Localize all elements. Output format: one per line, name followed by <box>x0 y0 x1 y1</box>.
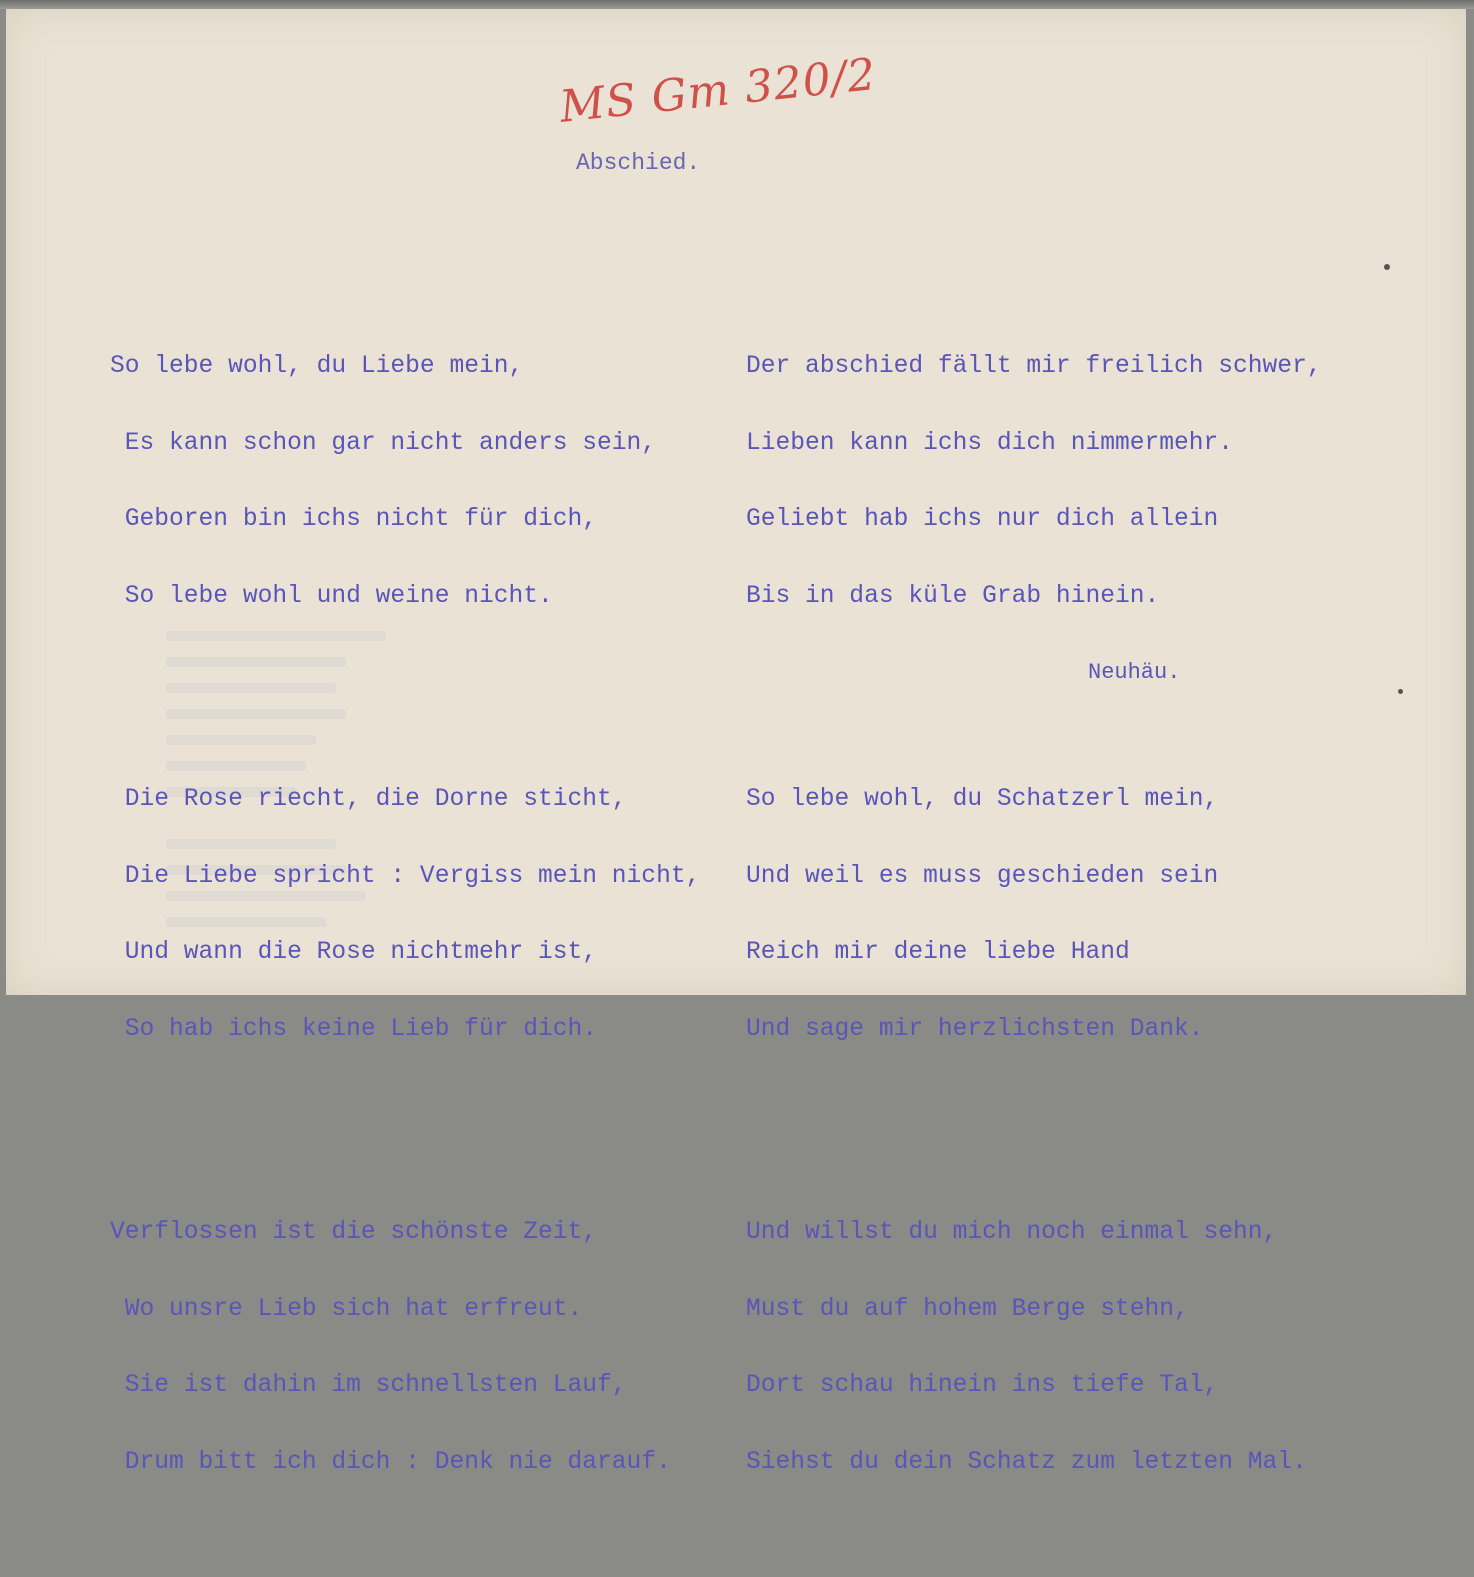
verse-line: Lieben kann ichs dich nimmermehr. <box>746 429 1234 457</box>
verse-line: Die Liebe spricht : Vergiss mein nicht, <box>110 862 701 890</box>
verse-line: So lebe wohl und weine nicht. <box>110 582 553 610</box>
verse-line: Und sage mir herzlichsten Dank. <box>746 1015 1204 1043</box>
verse-line: Dort schau hinein ins tiefe Tal, <box>746 1372 1219 1399</box>
left-column <box>110 252 700 1577</box>
verse-line: Bis in das küle Grab hinein. <box>746 582 1160 610</box>
stanza <box>110 303 700 660</box>
verse-line: Die Rose riecht, die Dorne sticht, <box>110 786 627 813</box>
verse-line: So hab ichs keine Lieb für dich. <box>110 1015 598 1043</box>
verse-line: Siehst du dein Schatz zum letzten Mal. <box>746 1448 1307 1476</box>
verse-line: Geliebt hab ichs nur dich allein <box>746 506 1219 533</box>
verse-line: Und wann die Rose nichtmehr ist, <box>110 939 598 966</box>
stanza <box>746 303 1322 660</box>
right-column <box>746 252 1322 1577</box>
stanza <box>746 736 1322 1093</box>
ink-speck <box>1384 264 1390 270</box>
stanza <box>746 1169 1322 1526</box>
verse-line: Und willst du mich noch einmal sehn, <box>746 1219 1278 1246</box>
verse-line: Es kann schon gar nicht anders sein, <box>110 429 657 457</box>
stanza <box>110 1169 700 1526</box>
author-attribution: Neuhäu. <box>1088 660 1181 685</box>
verse-line: Und weil es muss geschieden sein <box>746 862 1219 890</box>
verse-line: Wo unsre Lieb sich hat erfreut. <box>110 1295 583 1323</box>
poem-title: Abschied. <box>576 150 701 176</box>
verse-line: Verflossen ist die schönste Zeit, <box>110 1219 598 1246</box>
verse-line: Sie ist dahin im schnellsten Lauf, <box>110 1372 627 1399</box>
verse-line: Geboren bin ichs nicht für dich, <box>110 506 598 533</box>
handwritten-shelfmark: MS Gm 320/2 <box>557 48 879 133</box>
verse-line: Drum bitt ich dich : Denk nie darauf. <box>110 1448 671 1476</box>
scan-top-edge <box>0 0 1474 9</box>
verse-line: So lebe wohl, du Schatzerl mein, <box>746 786 1219 813</box>
verse-line: Reich mir deine liebe Hand <box>746 939 1130 966</box>
stanza <box>110 736 700 1093</box>
verse-line: Must du auf hohem Berge stehn, <box>746 1295 1189 1323</box>
ink-speck <box>1398 689 1403 694</box>
verse-line: Der abschied fällt mir freilich schwer, <box>746 353 1322 380</box>
verse-line: So lebe wohl, du Liebe mein, <box>110 353 524 380</box>
